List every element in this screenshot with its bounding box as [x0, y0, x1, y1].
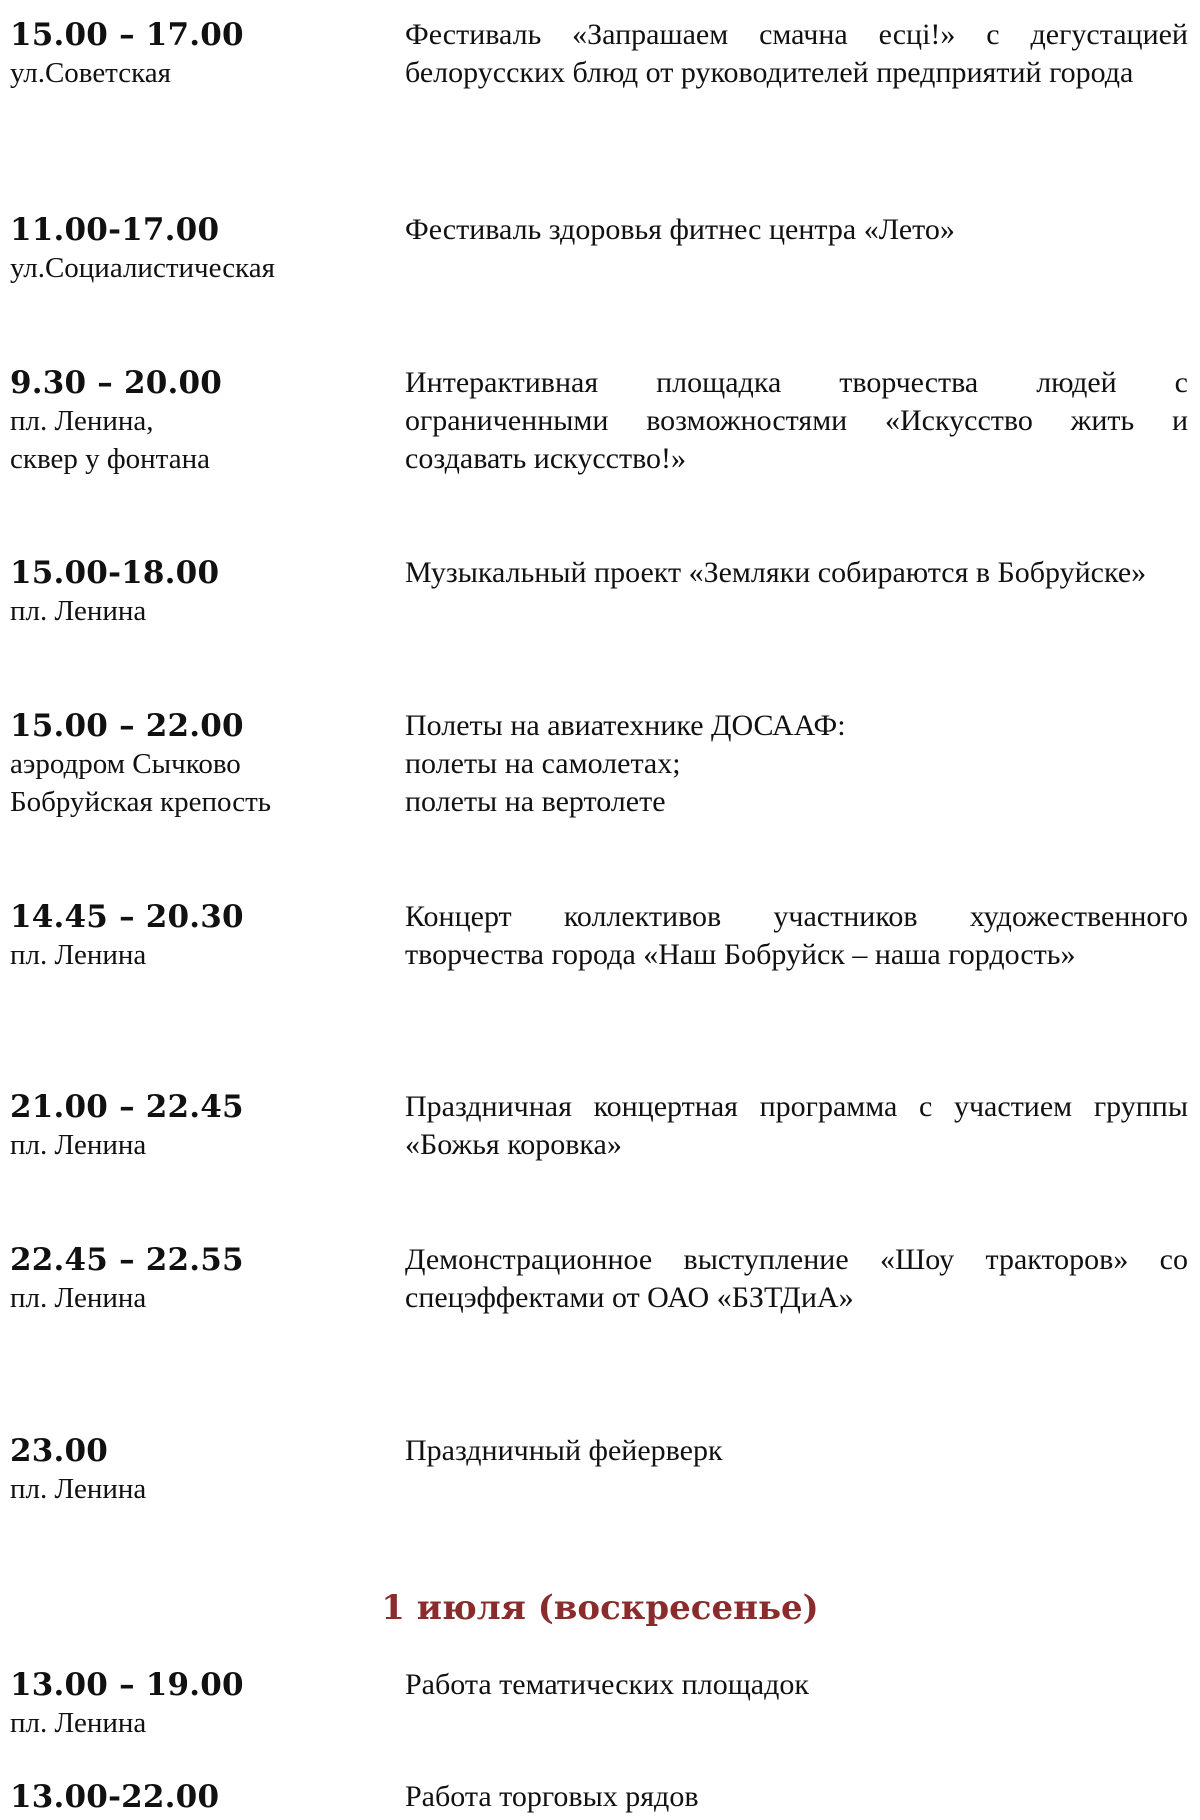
event-description: [405, 707, 1190, 821]
event-time: 22.45 – 22.55: [10, 1242, 244, 1278]
schedule-entry: [10, 1241, 1190, 1317]
event-time: 15.00-18.00: [10, 555, 220, 591]
schedule-entry: [10, 1432, 1190, 1508]
event-time: 21.00 – 22.45: [10, 1089, 244, 1125]
event-time: 11.00-17.00: [10, 212, 220, 248]
day-heading: 1 июля (воскресенье): [381, 1588, 819, 1628]
schedule-entry: [10, 707, 1190, 821]
schedule-entry: [10, 898, 1190, 974]
event-time: 23.00: [10, 1433, 109, 1469]
event-description-line: Полеты на авиатехнике ДОСААФ:: [405, 709, 846, 742]
event-description: Праздничная концертная программа с участием группы «Божья коровка»: [405, 1090, 1188, 1161]
event-place: ул.Социалистическая: [10, 252, 275, 284]
event-description: Фестиваль здоровья фитнес центра «Лето»: [405, 213, 955, 246]
schedule-entry: [10, 554, 1190, 630]
event-place: пл. Ленина: [10, 1129, 147, 1161]
event-place: пл. Ленина: [10, 1282, 147, 1314]
event-description: Работа тематических площадок: [405, 1668, 809, 1701]
event-description: Музыкальный проект «Земляки собираются в Бобруйске»: [405, 556, 1147, 589]
schedule-entry: [10, 16, 1190, 92]
event-time: 15.00 – 22.00: [10, 708, 244, 744]
event-description: Концерт коллективов участников художественного творчества города «Наш Бобруйск – наша гордость»: [405, 900, 1188, 971]
event-place: ул.Советская: [10, 57, 171, 89]
event-description: Фестиваль «Запрашаем смачна есці!» с дегустацией белорусских блюд от руководителей предприятий города: [405, 18, 1188, 89]
event-description: Демонстрационное выступление «Шоу тракторов» со спецэффектами от ОАО «БЗТДиА»: [405, 1243, 1188, 1314]
event-place: сквер у фонтана: [10, 443, 210, 475]
event-time: 14.45 – 20.30: [10, 899, 244, 935]
event-place: аэродром Сычково: [10, 748, 241, 780]
event-time: 9.30 – 20.00: [10, 365, 223, 401]
schedule-entry: [10, 1088, 1190, 1164]
event-description: Интерактивная площадка творчества людей с ограниченными возможностями «Искусство жить и создавать искусство!»: [405, 366, 1188, 475]
event-place: пл. Ленина: [10, 595, 147, 627]
event-time: 13.00-22.00: [10, 1779, 220, 1815]
schedule-entry: [10, 1666, 1190, 1742]
event-place: пл. Ленина: [10, 1707, 147, 1739]
event-description-line: полеты на вертолете: [405, 785, 666, 818]
event-place: пл. Ленина: [10, 939, 147, 971]
event-time: 15.00 – 17.00: [10, 17, 244, 53]
schedule-entry: [10, 364, 1190, 478]
event-description: Праздничный фейерверк: [405, 1434, 723, 1467]
event-place: пл. Ленина: [10, 1473, 147, 1505]
event-description: Работа торговых рядов: [405, 1780, 699, 1813]
schedule-entry: [10, 211, 1190, 287]
event-time: 13.00 – 19.00: [10, 1667, 244, 1703]
event-description-line: полеты на самолетах;: [405, 747, 681, 780]
event-place: Бобруйская крепость: [10, 786, 271, 818]
event-place: пл. Ленина,: [10, 405, 154, 437]
schedule-entry: [10, 1778, 1190, 1816]
